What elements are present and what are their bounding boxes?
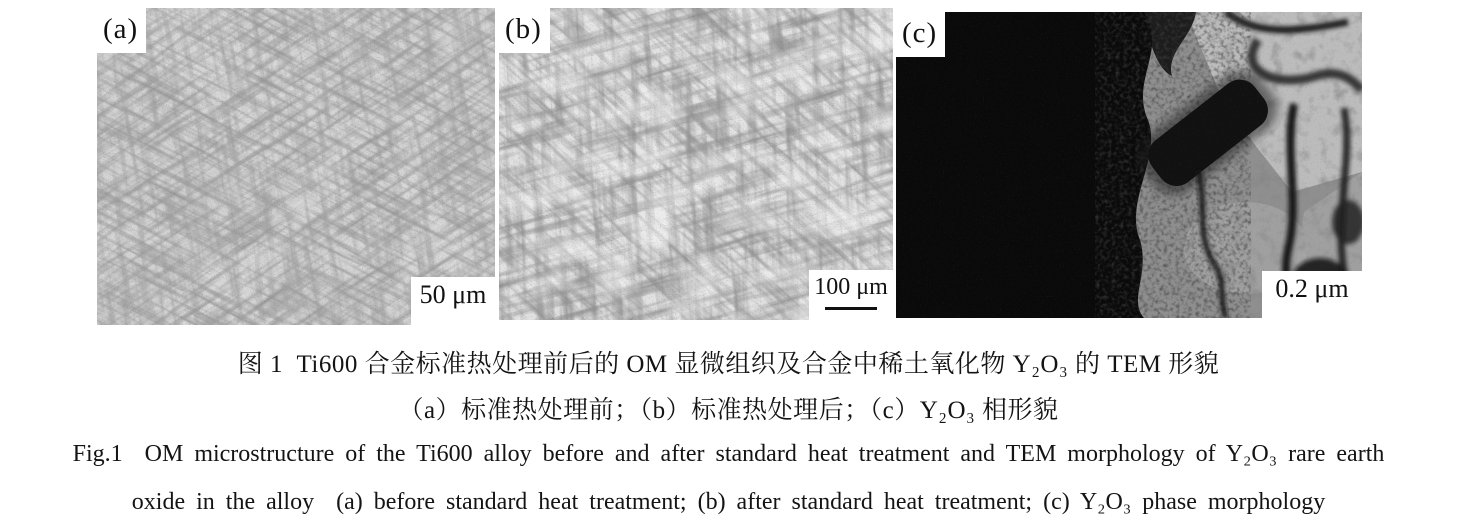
scale-label-b: 100 μm <box>814 274 888 300</box>
scale-box-c <box>1262 271 1362 318</box>
panel-label-a: (a) <box>97 8 146 53</box>
scale-label-c: 0.2 μm <box>1275 274 1349 303</box>
scale-bar-b <box>825 307 877 310</box>
panel-label-c: (c) <box>896 12 945 57</box>
micrograph-panel-b <box>499 8 893 320</box>
micrograph-panel-a <box>97 8 495 325</box>
scale-box-a <box>411 277 495 325</box>
caption-zh-line2: （a）标准热处理前；（b）标准热处理后；（c）Y₂O₃ 相形貌 <box>398 397 1059 424</box>
scale-label-a: 50 μm <box>419 280 487 309</box>
tem-panel-c <box>896 12 1362 318</box>
caption-en-line2: oxide in the alloy (a) before standard heat treatment; (b) after standard heat treatment; (c) Y₂O₃ phase morphology <box>131 489 1326 515</box>
caption-en-line1: Fig.1 OM microstructure of the Ti600 alloy before and after standard heat treatment and TEM morphology of Y₂O₃ rare earth <box>72 441 1385 467</box>
caption-zh-line1: 图 1 Ti600 合金标准热处理前后的 OM 显微组织及合金中稀土氧化物 Y₂O₃ 的 TEM 形貌 <box>237 351 1220 378</box>
panel-label-b: (b) <box>499 8 550 53</box>
scale-box-b <box>809 270 893 320</box>
